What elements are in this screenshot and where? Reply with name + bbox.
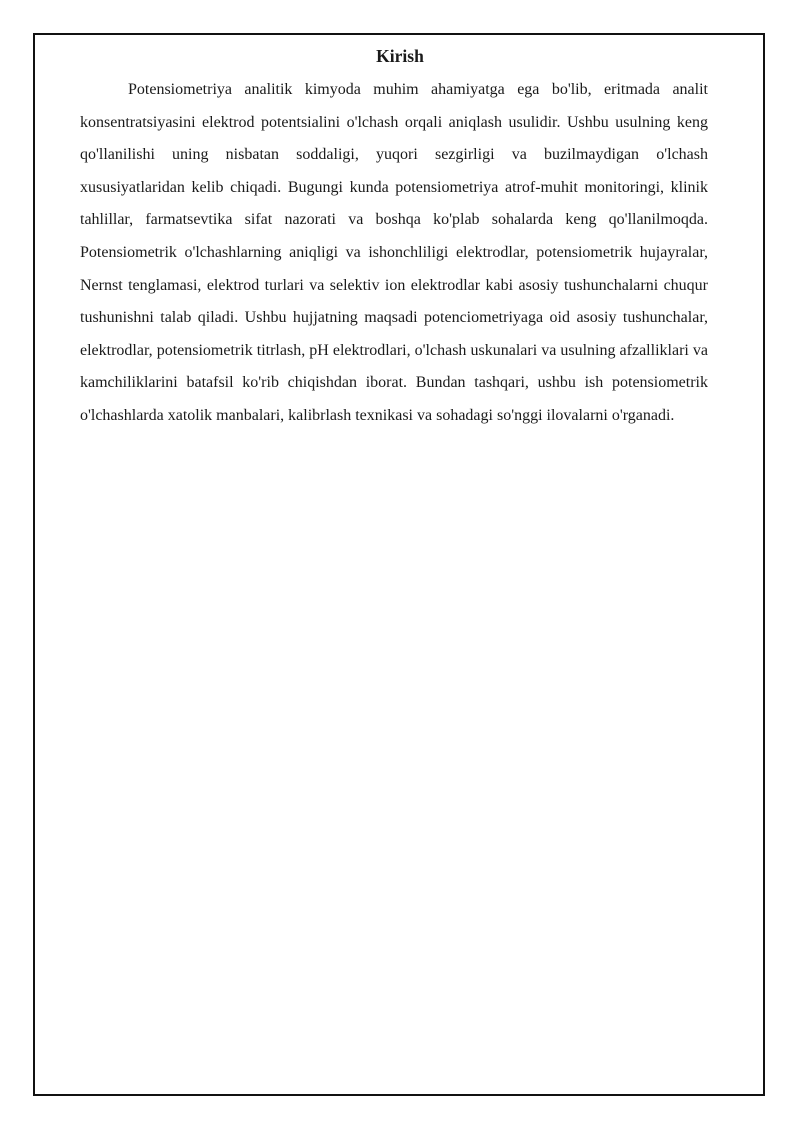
section-title: Kirish bbox=[376, 46, 424, 66]
body-paragraph: Potensiometriya analitik kimyoda muhim ahamiyatga ega bo'lib, eritmada analit konsentratsiyasini elektrod potentsialini o'lchash orqali aniqlash usulidir. Ushbu usulning keng qo'llanilishi uning nisbatan soddaligi, yuqori sezgirligi va buzilmaydigan o'lchash xususiyatlaridan kelib chiqadi. Bugungi kunda potensiometriya atrof-muhit monitoringi, klinik tahlillar, farmatsevtika sifat nazorati va boshqa ko'plab sohalarda keng qo'llanilmoqda. Potensiometrik o'lchashlarning aniqligi va ishonchliligi elektrodlar, potensiometrik hujayralar, Nernst tenglamasi, elektrod turlari va selektiv ion elektrodlar kabi asosiy tushunchalarni chuqur tushunishni talab qiladi. Ushbu hujjatning maqsadi potenciometriyaga oid asosiy tushunchalar, elektrodlar, potensiometrik titrlash, pH elektrodlari, o'lchash uskunalari va usulning afzalliklari va kamchiliklarini batafsil ko'rib chiqishdan iborat. Bundan tashqari, ushbu ish potensiometrik o'lchashlarda xatolik manbalari, kalibrlash texnikasi va sohadagi so'nggi ilovalarni o'rganadi. bbox=[80, 81, 708, 424]
